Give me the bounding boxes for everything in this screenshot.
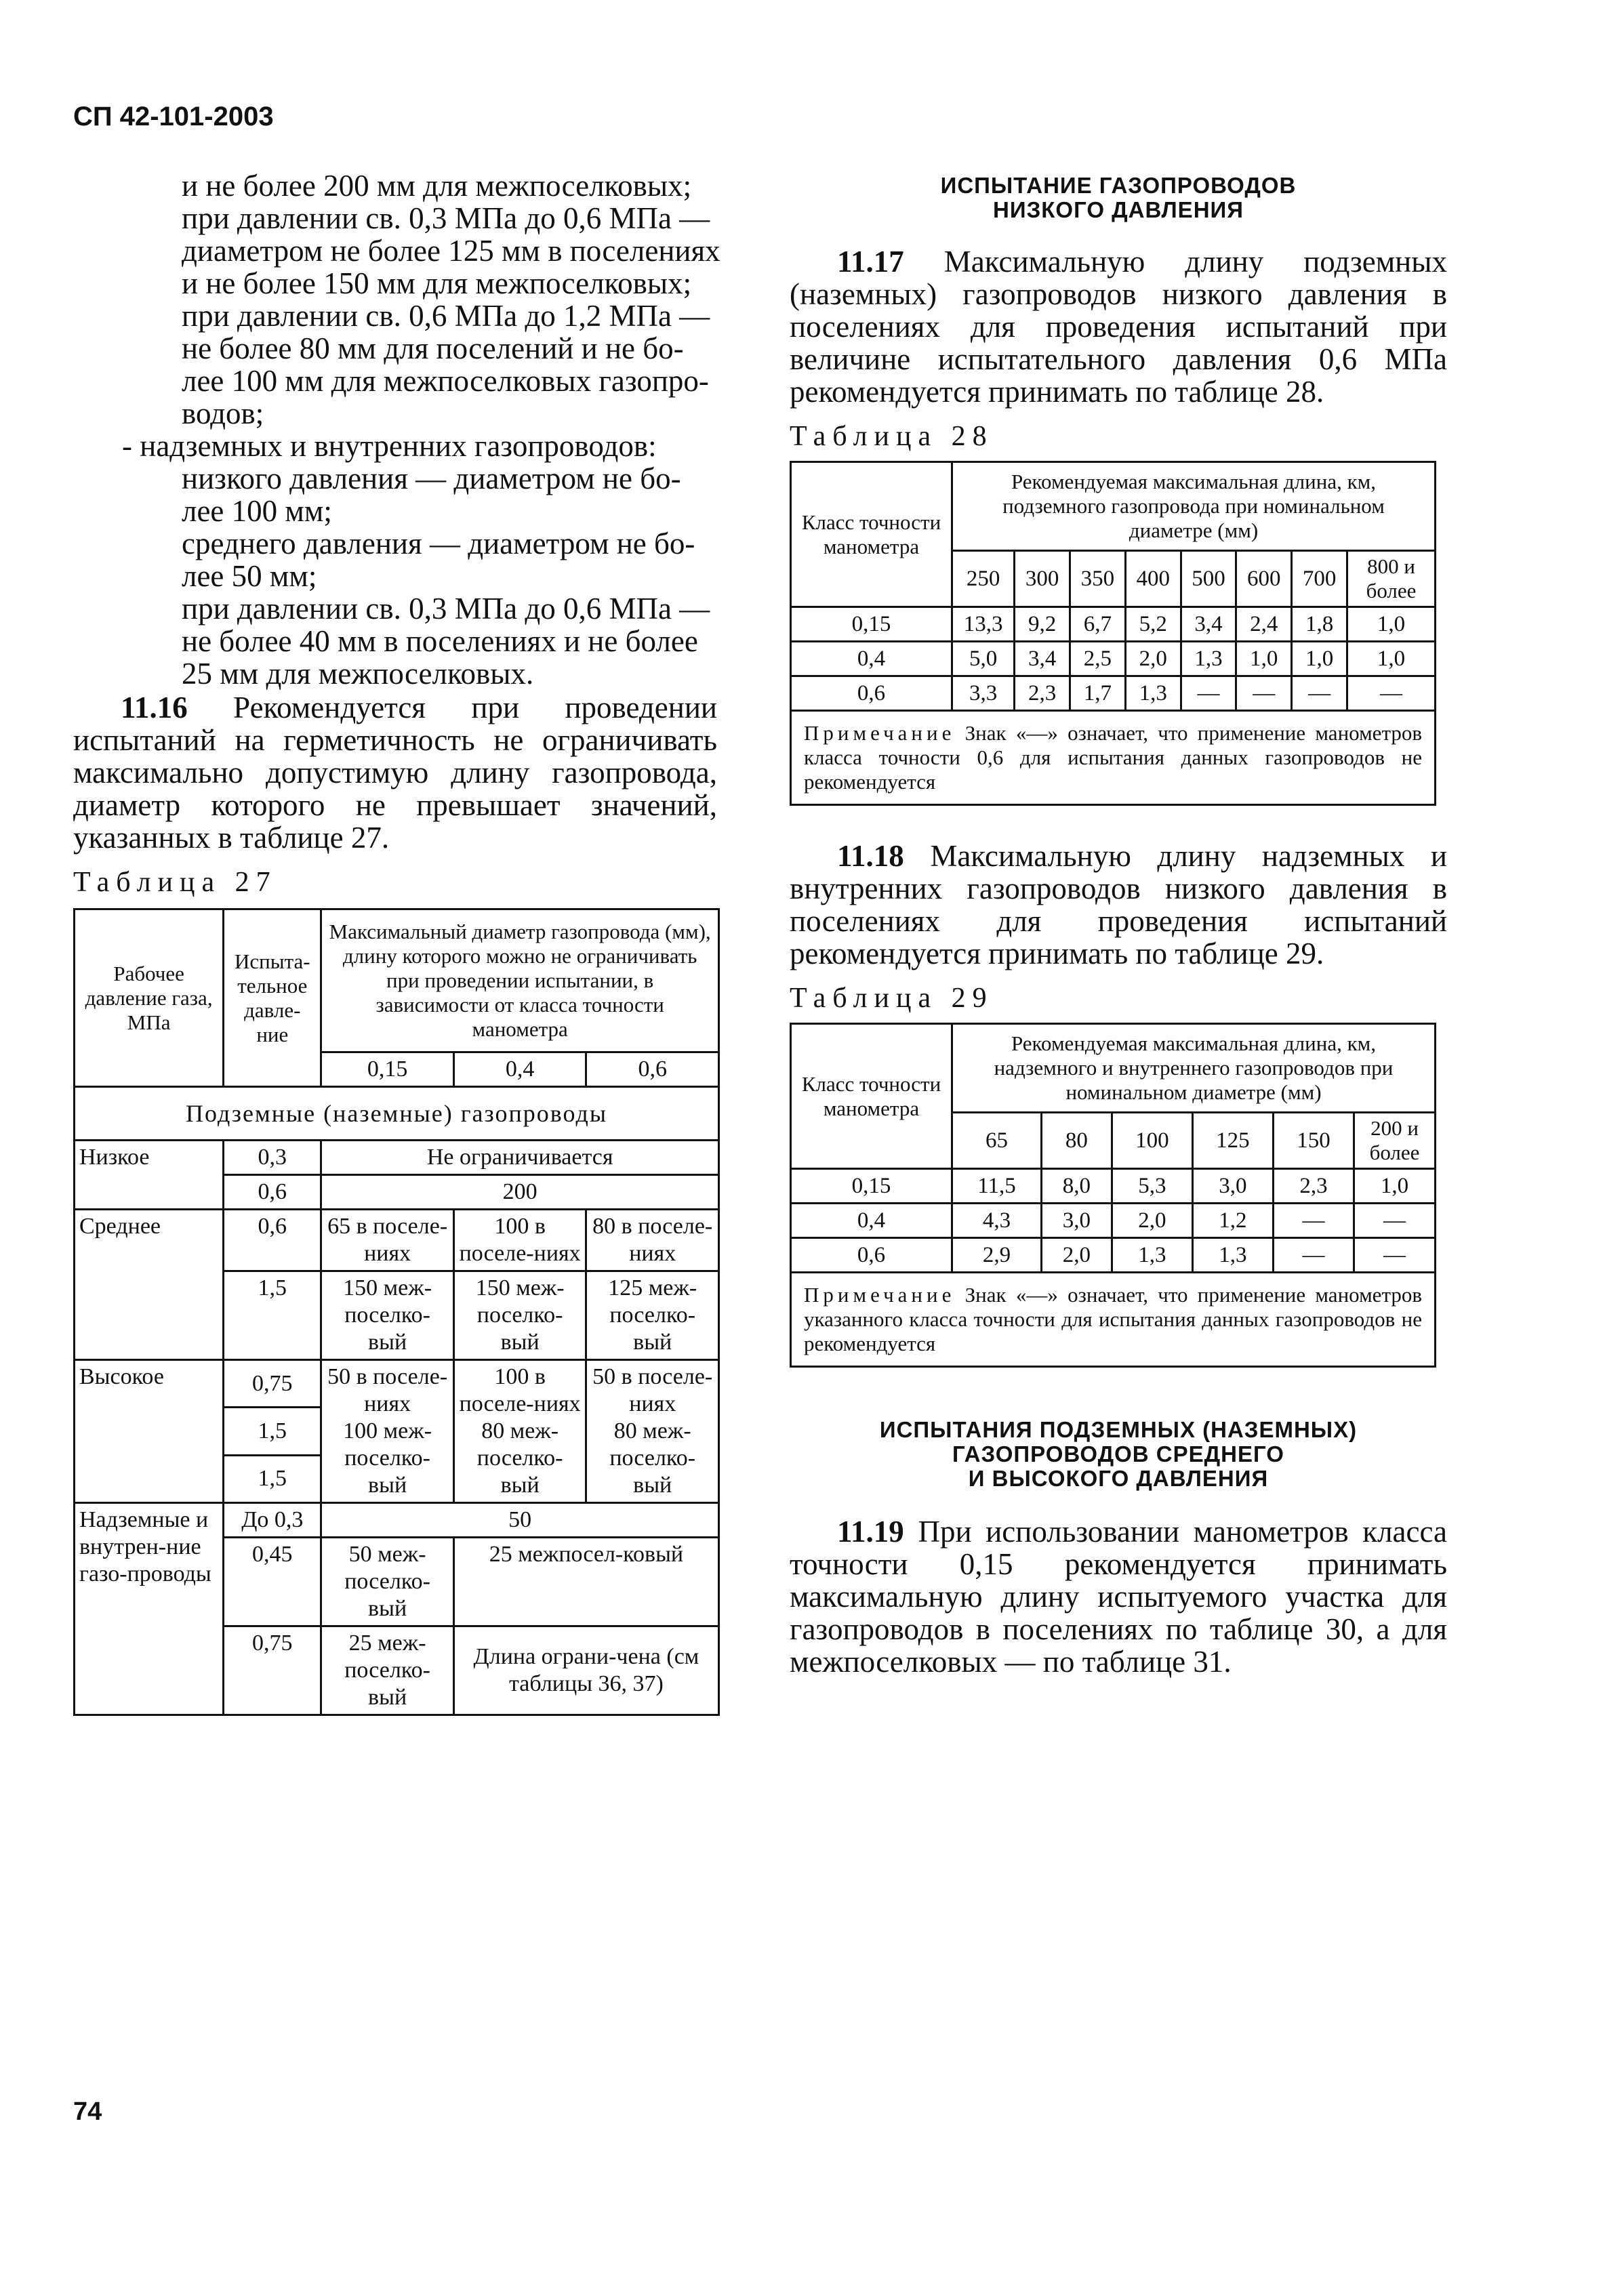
t28-cell: —	[1181, 676, 1236, 711]
t27-test: 0,6	[224, 1210, 321, 1271]
paragraph-text: Рекомендуется при проведении испытаний на герметичность не ограничивать максимально допустимую длину газопровода, диаметр которого не превышает значений, указанных в таблице 27.	[73, 691, 717, 855]
document-header: СП 42-101-2003	[73, 102, 274, 131]
t28-cell: 1,7	[1070, 676, 1126, 711]
t29-diameter: 200 и более	[1354, 1113, 1436, 1169]
continuation-text	[73, 169, 720, 430]
t27-value-part: 100 в поселе-ниях	[459, 1364, 581, 1416]
t28-diameter: 250	[952, 551, 1015, 607]
t29-diameter: 125	[1192, 1113, 1273, 1169]
heading-line: ИСПЫТАНИЕ ГАЗОПРОВОДОВ	[940, 173, 1297, 198]
t27-value: Длина ограни-чена (см таблицы 36, 37)	[453, 1626, 718, 1715]
t27-value-part: 50 в поселе-ниях	[592, 1364, 713, 1416]
heading-line: ИСПЫТАНИЯ ПОДЗЕМНЫХ (НАЗЕМНЫХ)	[879, 1417, 1358, 1442]
note-text: Знак «—» означает, что применение манометров класса точности 0,6 для испытания данных газопроводов не рекомендуется	[804, 721, 1423, 794]
t28-cell: 1,0	[1347, 607, 1436, 642]
t29-cell: 1,3	[1192, 1238, 1273, 1273]
text-line: диаметром не более 125 мм в поселениях	[182, 234, 720, 268]
t29-diameter: 65	[952, 1113, 1042, 1169]
t27-test: 0,6	[224, 1175, 321, 1210]
t27-class: 0,15	[321, 1052, 454, 1087]
t28-cell: 3,4	[1181, 607, 1236, 642]
t29-cell: 3,0	[1192, 1169, 1273, 1204]
note-text: Знак «—» означает, что применение манометров указанного класса точности для испытания данных газопроводов не рекомендуется	[804, 1283, 1423, 1355]
t29-cell: 1,0	[1354, 1169, 1436, 1204]
t28-cell: —	[1347, 676, 1436, 711]
t29-cell: 2,3	[1273, 1169, 1354, 1204]
t27-class: 0,4	[453, 1052, 586, 1087]
t29-diameter: 80	[1042, 1113, 1112, 1169]
t27-pressure-low: Низкое	[75, 1141, 224, 1210]
t27-value: 100 в поселе-ниях	[453, 1210, 586, 1271]
t28-cell: 5,2	[1125, 607, 1181, 642]
table-28-caption: Таблица 28	[790, 421, 994, 452]
t28-cell: —	[1236, 676, 1292, 711]
t29-header-length: Рекомендуемая максимальная длина, км, надземного и внутреннего газопроводов при номинальном диаметре (мм)	[952, 1024, 1436, 1113]
text-line: и не более 200 мм для межпоселковых;	[182, 169, 692, 203]
t28-header-length: Рекомендуемая максимальная длина, км, подземного газопровода при номинальном диаметре (мм)	[952, 462, 1436, 551]
t27-pressure-mid: Среднее	[75, 1210, 224, 1360]
t28-diameter: 500	[1181, 551, 1236, 607]
t27-test: 1,5	[224, 1455, 321, 1502]
page-number: 74	[73, 2097, 102, 2126]
t28-cell: 0,15	[791, 607, 952, 642]
table-row	[791, 642, 1436, 676]
t28-diameter: 700	[1292, 551, 1347, 607]
t28-cell: 0,6	[791, 676, 952, 711]
t27-value	[586, 1360, 719, 1503]
t29-header-class: Класс точности манометра	[791, 1024, 952, 1169]
table-29-caption: Таблица 29	[790, 983, 994, 1014]
table-row	[791, 676, 1436, 711]
text-line: при давлении св. 0,6 МПа до 1,2 МПа —	[182, 299, 710, 333]
t28-cell: 2,0	[1125, 642, 1181, 676]
t27-value	[453, 1360, 586, 1503]
t28-cell: 1,0	[1347, 642, 1436, 676]
t29-cell: 8,0	[1042, 1169, 1112, 1204]
t28-header-class: Класс точности манометра	[791, 462, 952, 607]
t29-cell: —	[1273, 1238, 1354, 1273]
t28-cell: 3,4	[1015, 642, 1070, 676]
t27-test: 1,5	[224, 1271, 321, 1360]
text-line: при давлении св. 0,3 МПа до 0,6 МПа —	[182, 201, 710, 235]
table-28	[790, 461, 1436, 806]
t29-cell: 0,15	[791, 1169, 952, 1204]
t28-cell: 5,0	[952, 642, 1015, 676]
t28-diameter: 350	[1070, 551, 1126, 607]
table-row	[791, 1204, 1436, 1238]
t27-value: 80 в поселе-ниях	[586, 1210, 719, 1271]
t28-note	[791, 711, 1436, 805]
continuation-text-2	[73, 462, 717, 690]
t27-header-max: Максимальный диаметр газопровода (мм), длину которого можно не ограничивать при проведении испытании, в зависимости от класса точности манометра	[321, 909, 719, 1052]
paragraph-text: Максимальную длину подземных (наземных) газопроводов низкого давления в поселениях для проведения испытаний при величине испытательного давления 0,6 МПа рекомендуется принимать по таблице 28.	[790, 245, 1448, 409]
t28-cell: 1,0	[1292, 642, 1347, 676]
t29-cell: 1,3	[1112, 1238, 1192, 1273]
note-label: Примечание	[804, 1283, 956, 1307]
text-line: не более 80 мм для поселений и не бо-	[182, 331, 684, 365]
right-column	[790, 169, 1447, 1678]
section-heading-mid-high-pressure	[790, 1418, 1447, 1491]
table-27-caption: Таблица 27	[73, 867, 277, 898]
table-row	[791, 607, 1436, 642]
paragraph-11-16	[73, 691, 717, 854]
paragraph-number: 11.17	[837, 245, 904, 279]
text-line: среднего давления — диаметром не бо-	[182, 527, 695, 560]
t27-value: 150 меж-поселко-вый	[321, 1271, 454, 1360]
t28-cell: 9,2	[1015, 607, 1070, 642]
paragraph-11-18	[790, 840, 1447, 970]
t27-test: 1,5	[224, 1408, 321, 1455]
t28-diameter: 600	[1236, 551, 1292, 607]
t27-value: 50	[321, 1503, 719, 1538]
t27-test: 0,75	[224, 1360, 321, 1408]
t28-cell: 13,3	[952, 607, 1015, 642]
table-27	[73, 908, 720, 1716]
t27-test: 0,75	[224, 1626, 321, 1715]
paragraph-number: 11.16	[121, 691, 188, 724]
t28-cell: 2,4	[1236, 607, 1292, 642]
t28-cell: 2,5	[1070, 642, 1126, 676]
text-line: и не более 150 мм для межпоселковых;	[182, 266, 692, 300]
t27-pressure-high: Высокое	[75, 1360, 224, 1503]
t27-header-test: Испыта-тельное давле-ние	[224, 909, 321, 1087]
list-dash-item: - надземных и внутренних газопроводов:	[122, 429, 657, 463]
t29-cell: 0,6	[791, 1238, 952, 1273]
t27-value: 25 меж-поселко-вый	[321, 1626, 454, 1715]
t29-cell: 5,3	[1112, 1169, 1192, 1204]
t29-note	[791, 1273, 1436, 1367]
t29-cell: —	[1354, 1238, 1436, 1273]
t28-cell: —	[1292, 676, 1347, 711]
t29-cell: —	[1273, 1204, 1354, 1238]
section-heading-low-pressure	[790, 173, 1447, 222]
t27-value-part: 50 в поселе-ниях	[327, 1364, 448, 1416]
t27-value: 200	[321, 1175, 719, 1210]
t29-cell: 0,4	[791, 1204, 952, 1238]
t28-cell: 6,7	[1070, 607, 1126, 642]
table-29	[790, 1023, 1436, 1368]
text-line: лее 100 мм;	[182, 494, 332, 528]
t27-above-ground: Надземные и внутрен-ние газо-проводы	[75, 1503, 224, 1715]
t27-value: 25 межпосел-ковый	[453, 1538, 718, 1626]
t27-value-part: 80 меж-поселко-вый	[476, 1418, 563, 1498]
t28-cell: 2,3	[1015, 676, 1070, 711]
t27-value-part: 80 меж-поселко-вый	[609, 1418, 696, 1498]
t27-value: 65 в поселе-ниях	[321, 1210, 454, 1271]
t28-cell: 1,3	[1125, 676, 1181, 711]
t28-diameter: 300	[1015, 551, 1070, 607]
t29-cell: 2,0	[1112, 1204, 1192, 1238]
t27-test: 0,45	[224, 1538, 321, 1626]
t29-diameter: 150	[1273, 1113, 1354, 1169]
t27-value	[321, 1360, 454, 1503]
t28-cell: 1,0	[1236, 642, 1292, 676]
t27-value: Не ограничивается	[321, 1141, 719, 1175]
text-line: водов;	[182, 396, 264, 430]
t27-header-gas: Рабочее давление газа, МПа	[75, 909, 224, 1087]
paragraph-number: 11.19	[837, 1515, 904, 1549]
t29-diameter: 100	[1112, 1113, 1192, 1169]
heading-line: ГАЗОПРОВОДОВ СРЕДНЕГО	[952, 1441, 1284, 1467]
t27-section: Подземные (наземные) газопроводы	[75, 1087, 719, 1141]
paragraph-text: Максимальную длину надземных и внутренних газопроводов низкого давления в поселениях для проведения испытаний рекомендуется принимать по таблице 29.	[790, 839, 1448, 970]
paragraph-text: При использовании манометров класса точности 0,15 рекомендуется принимать максимальную длину испытуемого участка для газопроводов в поселениях по таблице 30, а для межпоселковых — по таблице 31.	[790, 1515, 1447, 1679]
t29-cell: 11,5	[952, 1169, 1042, 1204]
paragraph-11-17	[790, 245, 1447, 408]
t29-cell: —	[1354, 1204, 1436, 1238]
paragraph-number: 11.18	[837, 839, 904, 873]
t28-diameter: 400	[1125, 551, 1181, 607]
text-line: лее 50 мм;	[182, 559, 317, 593]
t28-cell: 1,3	[1181, 642, 1236, 676]
text-line: не более 40 мм в поселениях и не более	[182, 624, 698, 658]
t27-value: 150 меж-поселко-вый	[453, 1271, 586, 1360]
t27-value: 50 меж-поселко-вый	[321, 1538, 454, 1626]
t27-value: 125 меж-поселко-вый	[586, 1271, 719, 1360]
t29-cell: 2,9	[952, 1238, 1042, 1273]
t27-test: 0,3	[224, 1141, 321, 1175]
left-column	[73, 169, 720, 1716]
text-line: лее 100 мм для межпоселковых газопро-	[182, 364, 709, 398]
t27-test: До 0,3	[224, 1503, 321, 1538]
paragraph-11-19	[790, 1515, 1447, 1678]
t27-class: 0,6	[586, 1052, 719, 1087]
heading-line: НИЗКОГО ДАВЛЕНИЯ	[993, 197, 1244, 222]
note-label: Примечание	[804, 721, 956, 745]
t29-cell: 1,2	[1192, 1204, 1273, 1238]
text-line: 25 мм для межпоселковых.	[182, 657, 534, 691]
t28-diameter: 800 и более	[1347, 551, 1436, 607]
table-row	[791, 1169, 1436, 1204]
t29-cell: 2,0	[1042, 1238, 1112, 1273]
text-line: при давлении св. 0,3 МПа до 0,6 МПа —	[182, 592, 710, 626]
table-row	[791, 1238, 1436, 1273]
t28-cell: 1,8	[1292, 607, 1347, 642]
t28-cell: 0,4	[791, 642, 952, 676]
t28-cell: 3,3	[952, 676, 1015, 711]
text-line: низкого давления — диаметром не бо-	[182, 462, 681, 495]
t27-value-part: 100 меж-поселко-вый	[343, 1418, 432, 1498]
heading-line: И ВЫСОКОГО ДАВЛЕНИЯ	[968, 1466, 1269, 1491]
t29-cell: 4,3	[952, 1204, 1042, 1238]
t29-cell: 3,0	[1042, 1204, 1112, 1238]
